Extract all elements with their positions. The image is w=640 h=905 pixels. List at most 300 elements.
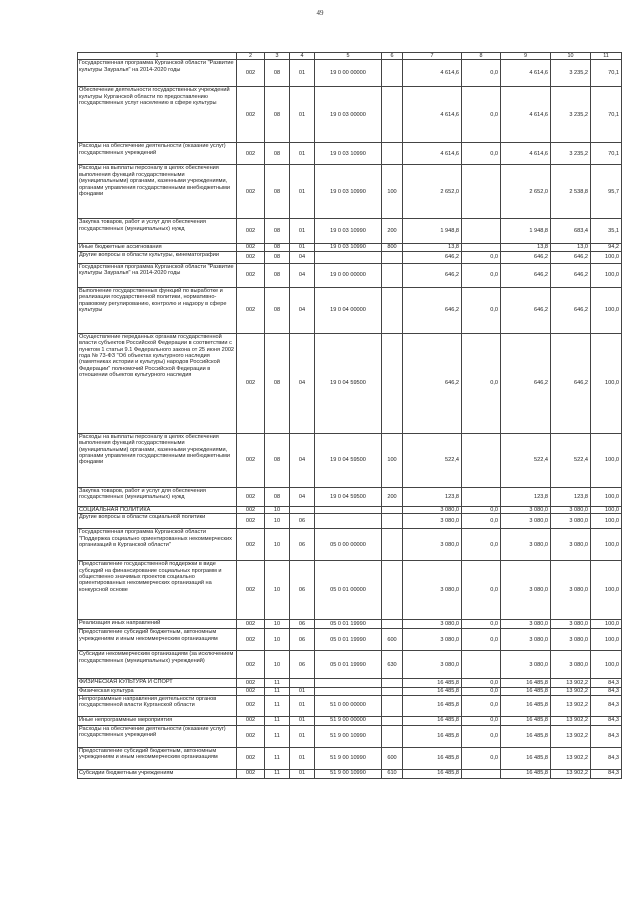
col-6-value — [382, 561, 403, 620]
col-11-value: 100,0 — [591, 529, 622, 561]
row-name: Обеспечение деятельности государственных учреждений культуры Курганской области по предоставлению государственных услуг населению в сфере культуры — [78, 87, 237, 143]
col-8-value: 0,0 — [462, 716, 501, 725]
col-10-value: 3 235,2 — [551, 60, 591, 87]
col-6-value — [382, 506, 403, 513]
page-number: 49 — [316, 9, 324, 17]
table-row — [78, 629, 622, 651]
col-5-value: 05 0 00 00000 — [315, 529, 382, 561]
col-4-value — [290, 679, 315, 688]
col-5-value: 19 0 04 59500 — [315, 487, 382, 506]
col-6-value: 610 — [382, 769, 403, 778]
col-7-value: 16 485,8 — [403, 695, 462, 716]
col-11-value: 95,7 — [591, 165, 622, 219]
col-8-value — [462, 487, 501, 506]
col-11-value: 100,0 — [591, 514, 622, 529]
table-row — [78, 561, 622, 620]
col-9-value: 3 080,0 — [501, 620, 551, 629]
col-9-value: 3 080,0 — [501, 629, 551, 651]
col-6-value — [382, 529, 403, 561]
col-5-value — [315, 688, 382, 695]
col-10-value: 646,2 — [551, 333, 591, 433]
col-7-value: 3 080,0 — [403, 620, 462, 629]
col-10-value: 646,2 — [551, 263, 591, 287]
header-cell: 5 — [315, 53, 382, 60]
col-9-value: 123,8 — [501, 487, 551, 506]
table-row — [78, 716, 622, 725]
col-8-value — [462, 244, 501, 251]
table-row — [78, 651, 622, 679]
col-7-value: 3 080,0 — [403, 529, 462, 561]
col-2-value: 002 — [237, 514, 265, 529]
row-name: СОЦИАЛЬНАЯ ПОЛИТИКА — [78, 506, 237, 513]
col-11-value: 35,1 — [591, 219, 622, 244]
col-11-value: 70,1 — [591, 87, 622, 143]
col-9-value: 16 485,8 — [501, 695, 551, 716]
col-8-value: 0,0 — [462, 747, 501, 769]
col-8-value: 0,0 — [462, 695, 501, 716]
row-name: Расходы на выплаты персоналу в целях обеспечения выполнения функций государственными (муниципальными) органами, казенными учреждениями, органами управления государственными внебюджетными фондами — [78, 165, 237, 219]
col-10-value: 13 902,2 — [551, 695, 591, 716]
col-6-value — [382, 679, 403, 688]
col-8-value: 0,0 — [462, 529, 501, 561]
table-row — [78, 506, 622, 513]
col-10-value: 2 538,8 — [551, 165, 591, 219]
col-4-value: 06 — [290, 651, 315, 679]
col-4-value: 01 — [290, 60, 315, 87]
col-6-value — [382, 287, 403, 333]
col-8-value — [462, 769, 501, 778]
col-3-value: 10 — [265, 620, 290, 629]
col-4-value — [290, 506, 315, 513]
table-row — [78, 219, 622, 244]
col-10-value: 13 902,2 — [551, 679, 591, 688]
col-7-value: 13,8 — [403, 244, 462, 251]
col-8-value — [462, 651, 501, 679]
row-name: Закупка товаров, работ и услуг для обеспечения государственных (муниципальных) нужд — [78, 219, 237, 244]
col-4-value: 01 — [290, 165, 315, 219]
col-7-value: 16 485,8 — [403, 679, 462, 688]
row-name: Другие вопросы в области социальной политики — [78, 514, 237, 529]
col-4-value: 01 — [290, 769, 315, 778]
col-11-value: 100,0 — [591, 433, 622, 487]
col-2-value: 002 — [237, 561, 265, 620]
col-5-value: 51 0 00 00000 — [315, 695, 382, 716]
col-9-value: 4 614,6 — [501, 87, 551, 143]
col-7-value: 16 485,8 — [403, 747, 462, 769]
table-row — [78, 688, 622, 695]
col-4-value: 06 — [290, 514, 315, 529]
col-4-value: 01 — [290, 219, 315, 244]
col-10-value: 13 902,2 — [551, 769, 591, 778]
table-row — [78, 60, 622, 87]
col-8-value: 0,0 — [462, 333, 501, 433]
table-row — [78, 769, 622, 778]
col-9-value: 16 485,8 — [501, 769, 551, 778]
col-2-value: 002 — [237, 165, 265, 219]
col-6-value: 800 — [382, 244, 403, 251]
col-3-value: 11 — [265, 695, 290, 716]
col-8-value: 0,0 — [462, 506, 501, 513]
col-4-value: 01 — [290, 688, 315, 695]
col-3-value: 08 — [265, 143, 290, 165]
col-6-value: 100 — [382, 165, 403, 219]
col-2-value: 002 — [237, 263, 265, 287]
row-name: Субсидии некоммерческим организациям (за исключением государственных (муниципальных) учреждений) — [78, 651, 237, 679]
col-10-value: 3 080,0 — [551, 629, 591, 651]
col-2-value: 002 — [237, 629, 265, 651]
col-5-value: 05 0 01 19990 — [315, 651, 382, 679]
col-5-value: 19 0 04 59500 — [315, 333, 382, 433]
col-10-value: 646,2 — [551, 251, 591, 263]
col-3-value: 11 — [265, 688, 290, 695]
col-10-value: 3 235,2 — [551, 87, 591, 143]
col-7-value: 16 485,8 — [403, 725, 462, 747]
col-5-value: 51 9 00 10990 — [315, 747, 382, 769]
header-cell: 6 — [382, 53, 403, 60]
col-4-value: 04 — [290, 333, 315, 433]
col-10-value: 13,0 — [551, 244, 591, 251]
col-4-value: 04 — [290, 287, 315, 333]
col-6-value — [382, 333, 403, 433]
col-11-value: 100,0 — [591, 487, 622, 506]
col-3-value: 10 — [265, 651, 290, 679]
col-9-value: 1 948,8 — [501, 219, 551, 244]
col-6-value — [382, 688, 403, 695]
col-3-value: 08 — [265, 165, 290, 219]
col-8-value — [462, 433, 501, 487]
col-3-value: 10 — [265, 629, 290, 651]
header-cell: 11 — [591, 53, 622, 60]
col-11-value: 70,1 — [591, 60, 622, 87]
col-9-value: 3 080,0 — [501, 561, 551, 620]
table-row — [78, 251, 622, 263]
col-4-value: 04 — [290, 251, 315, 263]
col-8-value: 0,0 — [462, 725, 501, 747]
col-5-value: 19 0 03 10990 — [315, 143, 382, 165]
col-10-value: 3 080,0 — [551, 620, 591, 629]
col-6-value: 200 — [382, 487, 403, 506]
header-cell: 3 — [265, 53, 290, 60]
col-7-value: 16 485,8 — [403, 688, 462, 695]
col-2-value: 002 — [237, 679, 265, 688]
header-cell: 2 — [237, 53, 265, 60]
col-11-value: 100,0 — [591, 620, 622, 629]
row-name: Закупка товаров, работ и услуг для обеспечения государственных (муниципальных) нужд — [78, 487, 237, 506]
row-name: Государственная программа Курганской области "Развитие культуры Зауралья" на 2014-2020 годы — [78, 60, 237, 87]
col-5-value: 19 0 03 00000 — [315, 87, 382, 143]
row-name: Другие вопросы в области культуры, кинематографии — [78, 251, 237, 263]
col-3-value: 08 — [265, 433, 290, 487]
col-5-value: 19 0 00 00000 — [315, 60, 382, 87]
col-3-value: 11 — [265, 747, 290, 769]
col-2-value: 002 — [237, 747, 265, 769]
col-2-value: 002 — [237, 143, 265, 165]
col-3-value: 08 — [265, 219, 290, 244]
header-cell: 1 — [78, 53, 237, 60]
col-11-value: 100,0 — [591, 506, 622, 513]
col-2-value: 002 — [237, 716, 265, 725]
col-10-value: 13 902,2 — [551, 688, 591, 695]
table-row — [78, 529, 622, 561]
row-name: Иные непрограммные мероприятия — [78, 716, 237, 725]
col-11-value: 100,0 — [591, 251, 622, 263]
header-cell: 7 — [403, 53, 462, 60]
row-name: ФИЗИЧЕСКАЯ КУЛЬТУРА И СПОРТ — [78, 679, 237, 688]
col-2-value: 002 — [237, 651, 265, 679]
col-7-value: 1 948,8 — [403, 219, 462, 244]
col-6-value: 600 — [382, 747, 403, 769]
col-8-value: 0,0 — [462, 287, 501, 333]
col-7-value: 522,4 — [403, 433, 462, 487]
col-11-value: 84,3 — [591, 695, 622, 716]
col-9-value: 16 485,8 — [501, 688, 551, 695]
col-6-value — [382, 695, 403, 716]
col-5-value — [315, 506, 382, 513]
col-7-value: 3 080,0 — [403, 651, 462, 679]
col-11-value: 84,3 — [591, 747, 622, 769]
col-5-value — [315, 251, 382, 263]
col-5-value: 05 0 01 19990 — [315, 629, 382, 651]
col-10-value: 683,4 — [551, 219, 591, 244]
col-5-value: 19 0 03 10990 — [315, 219, 382, 244]
col-5-value: 51 9 00 10990 — [315, 769, 382, 778]
row-name: Предоставление государственной поддержки в виде субсидий на финансирование социальных программ и общественно значимых проектов социально ориентированных некоммерческих организаций на конкурсной основе — [78, 561, 237, 620]
col-2-value: 002 — [237, 769, 265, 778]
col-2-value: 002 — [237, 487, 265, 506]
col-6-value — [382, 620, 403, 629]
col-8-value: 0,0 — [462, 620, 501, 629]
row-name: Субсидии бюджетным учреждениям — [78, 769, 237, 778]
col-9-value: 16 485,8 — [501, 725, 551, 747]
col-3-value: 10 — [265, 529, 290, 561]
col-5-value: 51 9 00 00000 — [315, 716, 382, 725]
col-7-value: 646,2 — [403, 251, 462, 263]
row-name: Осуществление переданных органам государственной власти субъектов Российской Федерации в соответствии с пунктом 1 статьи 9.1 Федерального закона от 25 июня 2002 года № 73-ФЗ "Об объектах культурного наследия (памятниках истории и культуры) народов Российской Федерации" полномочий Российской Федерации в отношении объектов культурного наследия — [78, 333, 237, 433]
header-cell: 8 — [462, 53, 501, 60]
col-2-value: 002 — [237, 251, 265, 263]
table-row — [78, 143, 622, 165]
col-2-value: 002 — [237, 506, 265, 513]
col-9-value: 16 485,8 — [501, 716, 551, 725]
col-3-value: 10 — [265, 561, 290, 620]
table-row — [78, 514, 622, 529]
col-10-value: 123,8 — [551, 487, 591, 506]
col-11-value: 84,3 — [591, 769, 622, 778]
col-11-value: 84,3 — [591, 679, 622, 688]
col-2-value: 002 — [237, 433, 265, 487]
col-6-value — [382, 87, 403, 143]
col-4-value: 06 — [290, 561, 315, 620]
col-7-value: 16 485,8 — [403, 716, 462, 725]
col-3-value: 11 — [265, 725, 290, 747]
col-10-value: 13 902,2 — [551, 725, 591, 747]
row-name: Физическая культура — [78, 688, 237, 695]
row-name: Предоставление субсидий бюджетным, автономным учреждениям и иным некоммерческим организациям — [78, 629, 237, 651]
col-3-value: 08 — [265, 87, 290, 143]
col-5-value: 05 0 01 00000 — [315, 561, 382, 620]
table-row — [78, 725, 622, 747]
col-9-value: 16 485,8 — [501, 747, 551, 769]
col-6-value — [382, 725, 403, 747]
col-3-value: 08 — [265, 287, 290, 333]
col-9-value: 4 614,6 — [501, 143, 551, 165]
col-10-value: 3 235,2 — [551, 143, 591, 165]
col-8-value: 0,0 — [462, 251, 501, 263]
col-2-value: 002 — [237, 219, 265, 244]
col-6-value — [382, 251, 403, 263]
table-row — [78, 747, 622, 769]
col-9-value: 3 080,0 — [501, 514, 551, 529]
col-3-value: 08 — [265, 487, 290, 506]
col-9-value: 646,2 — [501, 287, 551, 333]
table-row — [78, 287, 622, 333]
col-5-value: 05 0 01 19990 — [315, 620, 382, 629]
col-5-value: 19 0 03 10990 — [315, 165, 382, 219]
col-11-value: 100,0 — [591, 629, 622, 651]
col-10-value: 3 080,0 — [551, 506, 591, 513]
row-name: Предоставление субсидий бюджетным, автономным учреждениям и иным некоммерческим организациям — [78, 747, 237, 769]
col-2-value: 002 — [237, 529, 265, 561]
col-9-value: 4 614,6 — [501, 60, 551, 87]
col-6-value: 630 — [382, 651, 403, 679]
col-11-value: 100,0 — [591, 287, 622, 333]
table-row — [78, 487, 622, 506]
col-7-value: 4 614,6 — [403, 143, 462, 165]
header-cell: 10 — [551, 53, 591, 60]
col-7-value: 4 614,6 — [403, 60, 462, 87]
row-name: Реализация иных направлений — [78, 620, 237, 629]
row-name: Расходы на обеспечение деятельности (оказание услуг) государственных учреждений — [78, 725, 237, 747]
col-2-value: 002 — [237, 688, 265, 695]
col-2-value: 002 — [237, 87, 265, 143]
col-4-value: 04 — [290, 263, 315, 287]
col-11-value: 84,3 — [591, 688, 622, 695]
col-7-value: 2 652,0 — [403, 165, 462, 219]
col-11-value: 70,1 — [591, 143, 622, 165]
col-8-value: 0,0 — [462, 143, 501, 165]
col-11-value: 100,0 — [591, 651, 622, 679]
col-4-value: 01 — [290, 87, 315, 143]
table-row — [78, 433, 622, 487]
col-5-value: 19 0 00 00000 — [315, 263, 382, 287]
col-5-value: 51 9 00 10990 — [315, 725, 382, 747]
col-2-value: 002 — [237, 725, 265, 747]
col-7-value: 646,2 — [403, 263, 462, 287]
col-8-value: 0,0 — [462, 561, 501, 620]
col-6-value — [382, 143, 403, 165]
col-3-value: 08 — [265, 60, 290, 87]
col-4-value: 01 — [290, 725, 315, 747]
col-7-value: 646,2 — [403, 333, 462, 433]
row-name: Государственная программа Курганской области "Поддержка социально ориентированных некоммерческих организаций в Курганской области" — [78, 529, 237, 561]
col-7-value: 3 080,0 — [403, 506, 462, 513]
table-row — [78, 165, 622, 219]
col-2-value: 002 — [237, 60, 265, 87]
table-row — [78, 695, 622, 716]
col-9-value: 522,4 — [501, 433, 551, 487]
col-11-value: 100,0 — [591, 263, 622, 287]
col-6-value: 200 — [382, 219, 403, 244]
col-3-value: 11 — [265, 716, 290, 725]
col-10-value: 646,2 — [551, 287, 591, 333]
col-4-value: 06 — [290, 629, 315, 651]
col-9-value: 3 080,0 — [501, 529, 551, 561]
row-name: Выполнение государственных функций по выработке и реализации государственной политики, нормативно-правовому регулированию, контролю и надзору в сфере культуры — [78, 287, 237, 333]
row-name: Непрограммные направления деятельности органов государственной власти Курганской области — [78, 695, 237, 716]
col-9-value: 646,2 — [501, 251, 551, 263]
col-10-value: 3 080,0 — [551, 651, 591, 679]
col-3-value: 10 — [265, 514, 290, 529]
col-4-value: 01 — [290, 143, 315, 165]
table-row — [78, 244, 622, 251]
col-11-value: 84,3 — [591, 725, 622, 747]
col-6-value: 100 — [382, 433, 403, 487]
col-11-value: 94,2 — [591, 244, 622, 251]
col-2-value: 002 — [237, 620, 265, 629]
col-7-value: 3 080,0 — [403, 629, 462, 651]
col-9-value: 13,8 — [501, 244, 551, 251]
budget-table — [77, 52, 622, 779]
col-6-value — [382, 716, 403, 725]
col-2-value: 002 — [237, 333, 265, 433]
col-4-value: 01 — [290, 747, 315, 769]
col-7-value: 16 485,8 — [403, 769, 462, 778]
col-4-value: 06 — [290, 620, 315, 629]
col-7-value: 123,8 — [403, 487, 462, 506]
header-cell: 4 — [290, 53, 315, 60]
col-4-value: 01 — [290, 695, 315, 716]
col-3-value: 08 — [265, 263, 290, 287]
table-row — [78, 87, 622, 143]
col-7-value: 3 080,0 — [403, 561, 462, 620]
col-9-value: 3 080,0 — [501, 651, 551, 679]
col-4-value: 04 — [290, 487, 315, 506]
col-6-value — [382, 514, 403, 529]
col-3-value: 08 — [265, 244, 290, 251]
col-3-value: 11 — [265, 679, 290, 688]
col-8-value: 0,0 — [462, 688, 501, 695]
col-6-value: 600 — [382, 629, 403, 651]
col-9-value: 16 485,8 — [501, 679, 551, 688]
col-5-value — [315, 679, 382, 688]
col-8-value — [462, 219, 501, 244]
col-10-value: 3 080,0 — [551, 561, 591, 620]
row-name: Расходы на обеспечение деятельности (оказание услуг) государственных учреждений — [78, 143, 237, 165]
col-3-value: 11 — [265, 769, 290, 778]
col-2-value: 002 — [237, 695, 265, 716]
col-10-value: 3 080,0 — [551, 514, 591, 529]
col-2-value: 002 — [237, 244, 265, 251]
col-3-value: 08 — [265, 333, 290, 433]
table-row — [78, 333, 622, 433]
col-5-value: 19 0 04 59500 — [315, 433, 382, 487]
col-5-value: 19 0 04 00000 — [315, 287, 382, 333]
col-8-value — [462, 165, 501, 219]
col-7-value: 646,2 — [403, 287, 462, 333]
col-4-value: 01 — [290, 244, 315, 251]
col-4-value: 06 — [290, 529, 315, 561]
table-row — [78, 620, 622, 629]
col-9-value: 2 652,0 — [501, 165, 551, 219]
col-5-value: 19 0 03 10990 — [315, 244, 382, 251]
col-6-value — [382, 263, 403, 287]
col-10-value: 522,4 — [551, 433, 591, 487]
col-8-value: 0,0 — [462, 87, 501, 143]
col-11-value: 100,0 — [591, 561, 622, 620]
col-8-value: 0,0 — [462, 679, 501, 688]
col-4-value: 04 — [290, 433, 315, 487]
header-row — [78, 53, 622, 60]
